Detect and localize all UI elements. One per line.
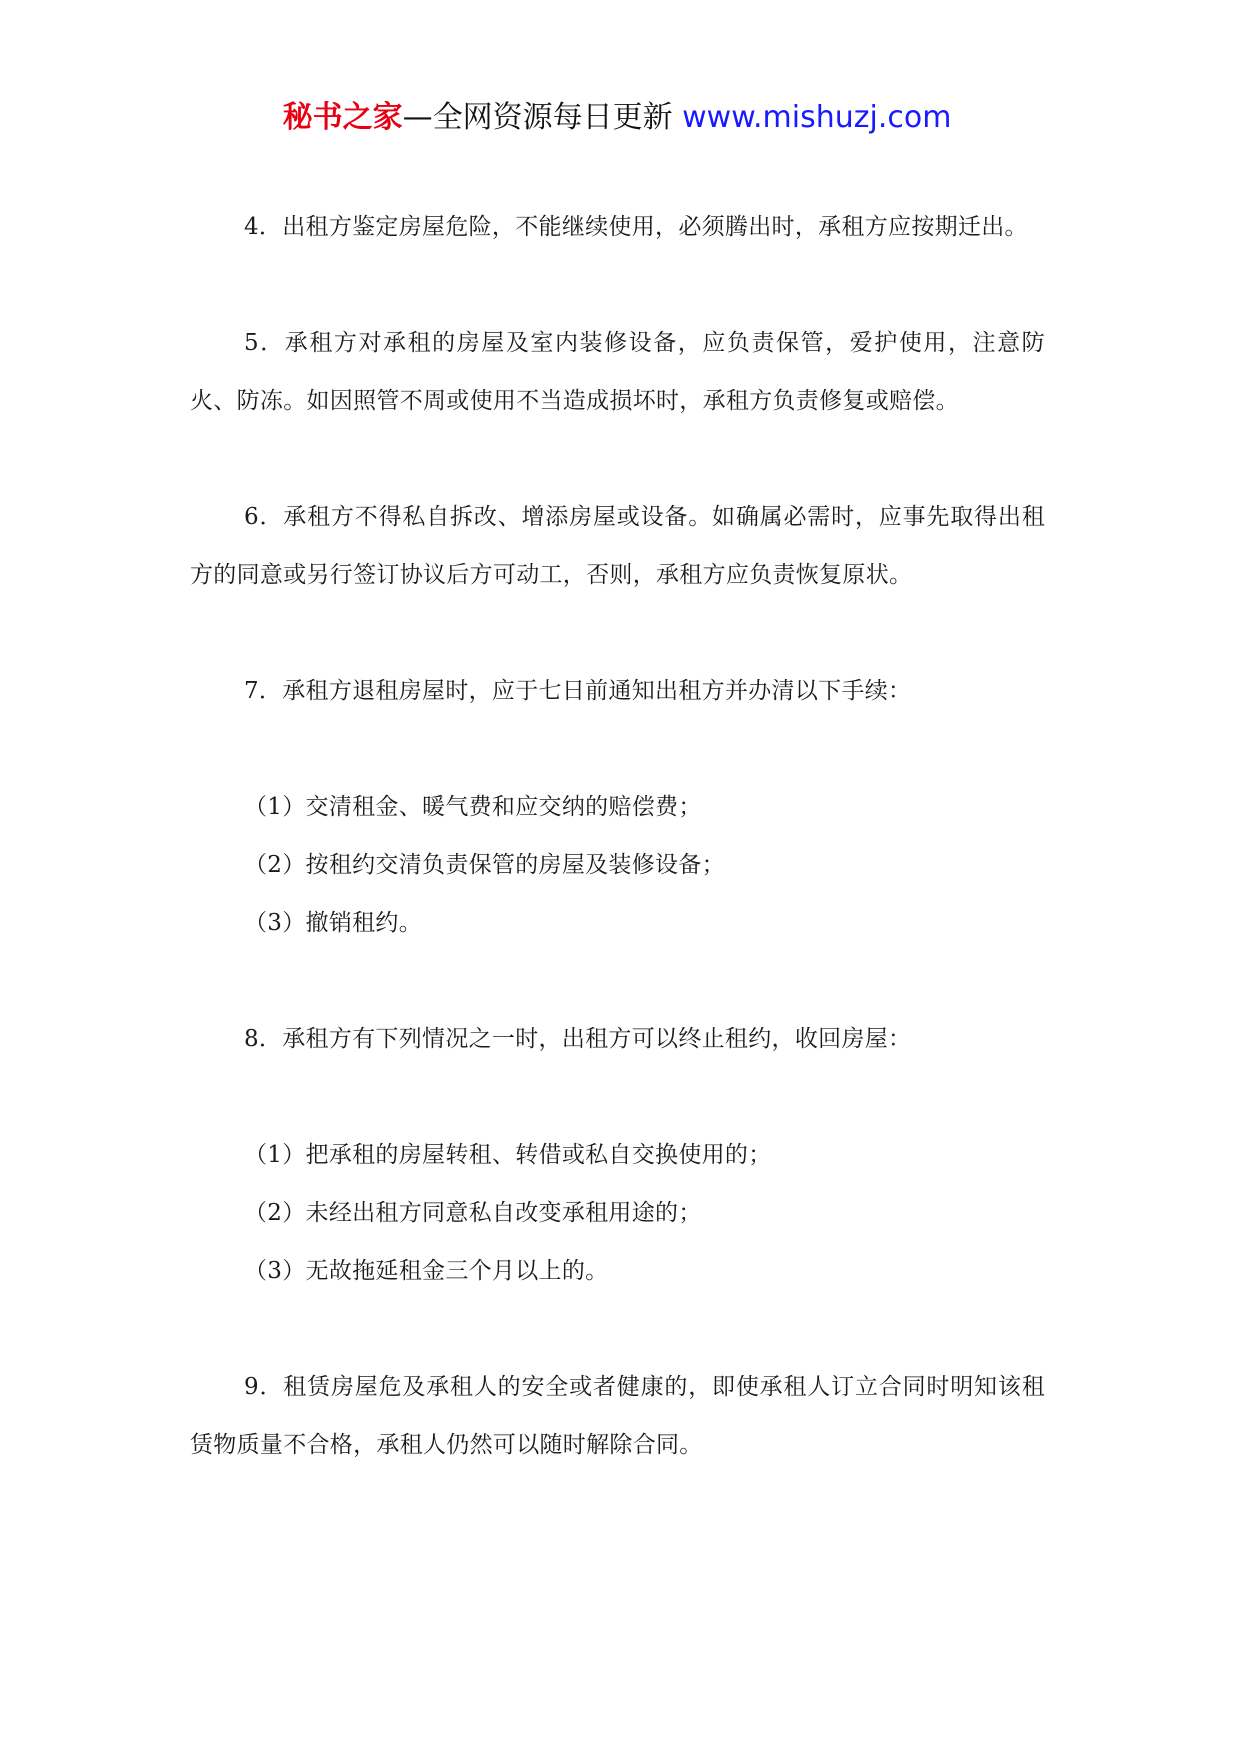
clause-6: 6．承租方不得私自拆改、增添房屋或设备。如确属必需时，应事先取得出租方的同意或另行签订协议后方可动工，否则，承租方应负责恢复原状。 xyxy=(190,504,1045,588)
clause-9: 9．租赁房屋危及承租人的安全或者健康的，即使承租人订立合同时明知该租赁物质量不合格，承租人仍然可以随时解除合同。 xyxy=(190,1374,1045,1458)
document-body xyxy=(190,198,1045,1532)
list-item: （1）把承租的房屋转租、转借或私自交换使用的； xyxy=(244,1142,772,1168)
clause-4: 4．出租方鉴定房屋危险，不能继续使用，必须腾出时，承租方应按期迁出。 xyxy=(244,214,1028,240)
site-brand: 秘书之家 xyxy=(282,100,403,135)
clause-5: 5．承租方对承租的房屋及室内装修设备，应负责保管，爱护使用，注意防火、防冻。如因照管不周或使用不当造成损坏时，承租方负责修复或赔偿。 xyxy=(190,330,1045,414)
list-item: （1）交清租金、暖气费和应交纳的赔偿费； xyxy=(244,794,702,820)
list-item: （2）按租约交清负责保管的房屋及装修设备； xyxy=(244,852,725,878)
page-header xyxy=(0,98,1234,138)
clause-8-list xyxy=(190,1126,1045,1300)
site-tagline: —全网资源每日更新 xyxy=(402,100,673,135)
clause-8: 8．承租方有下列情况之一时，出租方可以终止租约，收回房屋： xyxy=(244,1026,912,1052)
clause-7: 7．承租方退租房屋时，应于七日前通知出租方并办清以下手续： xyxy=(244,678,912,704)
list-item: （3）撤销租约。 xyxy=(244,910,423,936)
site-url-link[interactable]: www.mishuzj.com xyxy=(682,100,952,135)
list-item: （3）无故拖延租金三个月以上的。 xyxy=(244,1258,609,1284)
clause-7-list xyxy=(190,778,1045,952)
list-item: （2）未经出租方同意私自改变承租用途的； xyxy=(244,1200,702,1226)
